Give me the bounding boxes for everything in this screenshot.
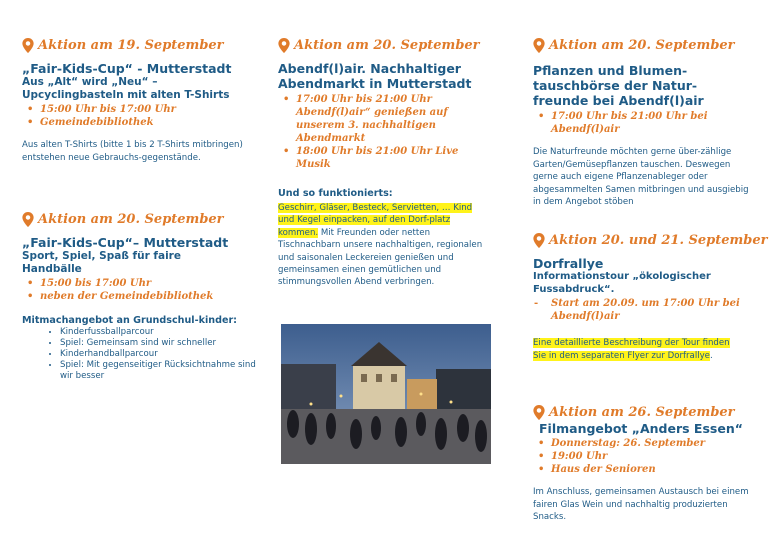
event-header xyxy=(22,38,260,53)
event-header xyxy=(533,405,761,420)
detail-music: • 18:00 Uhr bis 21:00 Uhr Live Musik xyxy=(278,145,478,171)
how-body: Mit Freunden oder netten Tischnachbarn unsere nachhaltigen, regionalen und saisonalen Leckereien genießen und gemeinsamen einen gemütlichen und stimmungsvollen Abend verbringen. xyxy=(278,227,483,288)
location-pin-icon xyxy=(533,38,545,53)
detail-time: • 15:00 Uhr bis 17:00 Uhr xyxy=(22,103,260,116)
header-text: Aktion 20. und 21. September xyxy=(549,233,768,248)
offer-list xyxy=(22,327,260,382)
location-pin-icon xyxy=(22,212,34,227)
event-plant-swap xyxy=(533,38,761,209)
detail-time: • 15:00 bis 17:00 Uhr xyxy=(22,277,260,290)
list-item: • Spiel: Gemeinsam sind wir schneller xyxy=(60,338,260,349)
header-text: Aktion am 19. September xyxy=(38,38,224,53)
event-fair-kids-cup-1 xyxy=(22,38,260,164)
event-details xyxy=(22,103,260,129)
detail-location: • neben der Gemeindebibliothek xyxy=(22,290,260,303)
detail-location: • Haus der Senioren xyxy=(533,463,761,476)
event-title: „Fair-Kids-Cup“ - Mutterstadt xyxy=(22,61,232,76)
how-title: Und so funktionierts: xyxy=(278,188,393,199)
event-header xyxy=(278,38,494,53)
event-details xyxy=(533,437,761,476)
detail-location: • Gemeindebibliothek xyxy=(22,116,260,129)
market-square-image xyxy=(281,324,491,464)
event-description: Die Naturfreunde möchten gerne über-zählige Garten/Gemüsepflanzen tauschen. Deswegen gerne auch eigene Pflanzenableger oder abgesammelten Samen mitbringen und ausgiebig in dem Angebot stöben xyxy=(533,147,749,208)
location-pin-icon xyxy=(22,38,34,53)
event-title: Filmangebot „Anders Essen“ xyxy=(539,421,743,436)
event-film xyxy=(533,405,761,524)
list-item: • Spiel: Mit gegenseitiger Rücksichtnahme sind wir besser xyxy=(60,360,260,382)
event-details xyxy=(22,277,260,303)
market-photo xyxy=(281,324,491,464)
event-title: Dorfrallye xyxy=(533,256,604,271)
event-details xyxy=(533,297,755,323)
detail-time: • 17:00 Uhr bis 21:00 Uhr Abendf(l)air“ genießen auf unserem 3. nachhaltigen Abendmarkt xyxy=(278,93,478,145)
location-pin-icon xyxy=(533,233,545,248)
how-text xyxy=(278,202,488,289)
header-text: Aktion am 26. September xyxy=(549,405,735,420)
list-item: • Kinderfussballparcour xyxy=(60,327,260,338)
tour-highlight-end: . xyxy=(709,350,713,361)
event-header xyxy=(533,233,768,248)
list-item: • Kinderhandballparcour xyxy=(60,349,260,360)
event-subtitle: Informationstour „ökologischer Fussabdruck“. xyxy=(533,271,711,295)
event-details xyxy=(533,110,723,136)
event-subtitle: Aus „Alt“ wird „Neu“ – Upcyclingbasteln mit alten T-Shirts xyxy=(22,76,230,101)
detail-date: • Donnerstag: 26. September xyxy=(533,437,761,450)
tour-highlight: Eine detaillierte Beschreibung der Tour finden Sie in dem separaten Flyer zur Dorfrallye xyxy=(533,338,730,361)
event-subtitle: Sport, Spiel, Spaß für faire Handbälle xyxy=(22,250,181,275)
event-title: „Fair-Kids-Cup“– Mutterstadt xyxy=(22,235,229,250)
header-text: Aktion am 20. September xyxy=(38,212,224,227)
event-title: Abendf(l)air. Nachhaltiger Abendmarkt in Mutterstadt xyxy=(278,61,472,91)
event-fair-kids-cup-2 xyxy=(22,212,260,382)
header-text: Aktion am 20. September xyxy=(294,38,480,53)
location-pin-icon xyxy=(533,405,545,420)
event-abendflair xyxy=(278,38,494,289)
detail-time: • 19:00 Uhr xyxy=(533,450,761,463)
event-details xyxy=(278,93,478,171)
location-pin-icon xyxy=(278,38,290,53)
event-dorfrallye xyxy=(533,233,768,362)
offer-title: Mitmachangebot an Grundschul-kinder: xyxy=(22,315,238,326)
event-header xyxy=(22,212,260,227)
how-highlight: Geschirr, Gläser, Besteck, Servietten, … Kind und Kegel einpacken, auf den Dorf-platz kommen. xyxy=(278,203,473,238)
event-description: Im Anschluss, gemeinsamen Austausch bei einem fairen Glas Wein und nachhaltig produzierten Snacks. xyxy=(533,487,749,523)
event-description: Aus alten T-Shirts (bitte 1 bis 2 T-Shirts mitbringen) entstehen neue Gebrauchs-gegenstände. xyxy=(22,140,243,163)
detail-start: - Start am 20.09. um 17:00 Uhr bei Abendf(l)air xyxy=(533,297,755,323)
tour-info xyxy=(533,337,743,362)
header-text: Aktion am 20. September xyxy=(549,38,735,53)
event-title: Pflanzen und Blumen-tauschbörse der Natur-freunde bei Abendf(l)air xyxy=(533,63,704,108)
detail-time: • 17:00 Uhr bis 21:00 Uhr bei Abendf(l)air xyxy=(533,110,723,136)
event-header xyxy=(533,38,761,53)
